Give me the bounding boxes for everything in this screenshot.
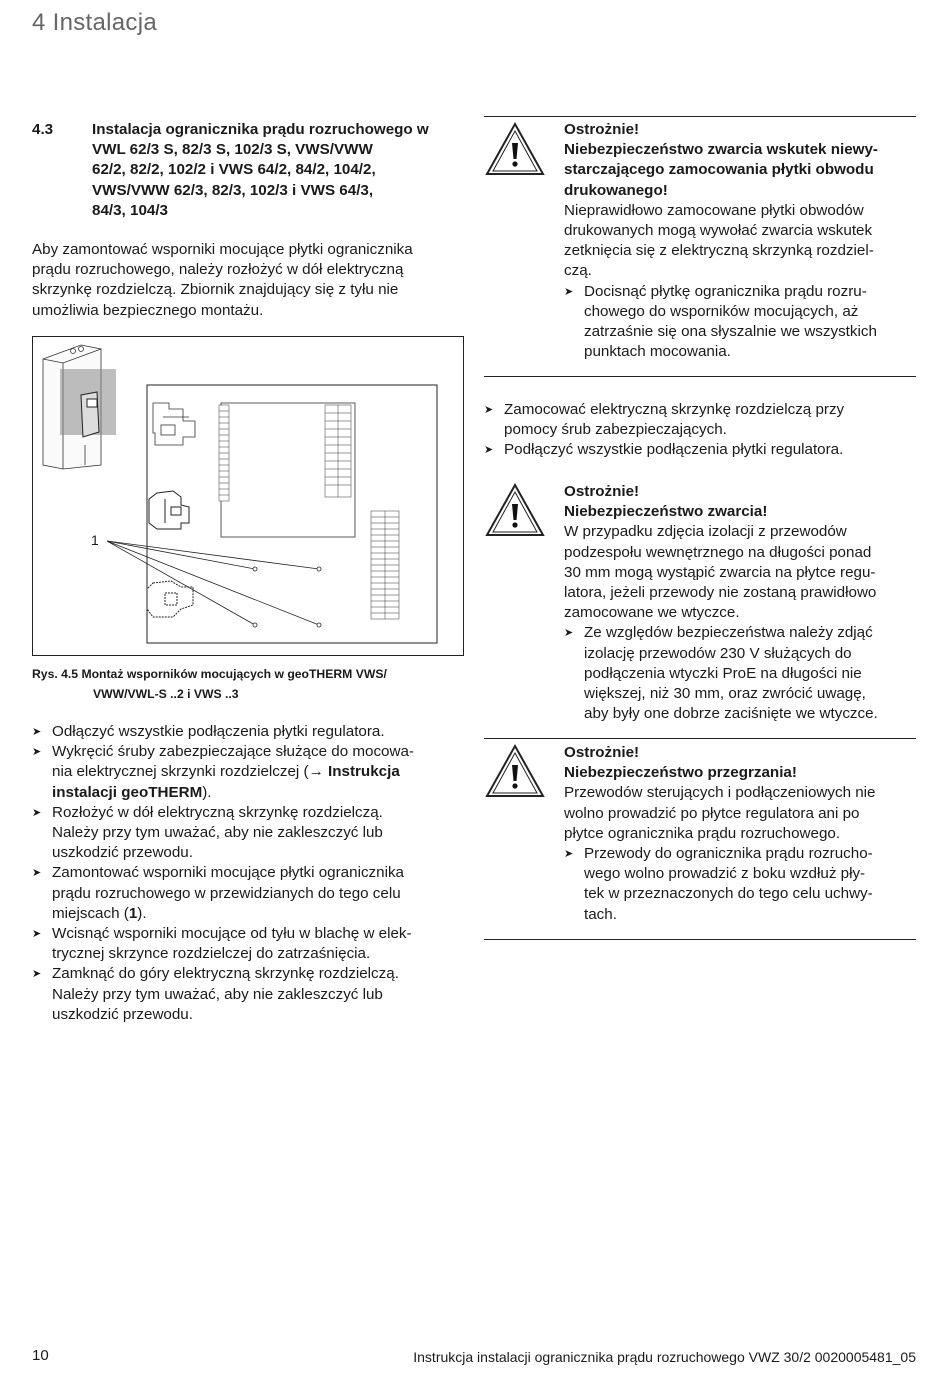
intro-line: skrzynkę rozdzielczą. Zbiornik znajdujący się z tyłu nie xyxy=(32,281,399,299)
bullet-arrow-icon: ➤ xyxy=(564,848,574,861)
warning-triangle-icon xyxy=(484,121,546,177)
mounting-bracket xyxy=(147,581,193,617)
list-item: ➤ Docisnąć płytkę ogranicznika prądu rozru- chowego do wsporników mocujących, aż zatrzaśnie się ona słyszalnie we wszystkich punktach mocowania. xyxy=(564,282,877,361)
intro-paragraph xyxy=(32,240,472,321)
terminal-strip xyxy=(371,511,399,619)
bullet-arrow-icon: ➤ xyxy=(484,404,494,416)
intro-line: umożliwia bezpiecznego montażu. xyxy=(32,301,264,319)
bullet-arrow-icon: ➤ xyxy=(32,928,42,941)
figure-4-5 xyxy=(32,336,464,656)
bullet-arrow-icon: ➤ xyxy=(484,444,494,457)
section-title-line: 84/3, 104/3 xyxy=(92,201,169,219)
bullet-arrow-icon: ➤ xyxy=(32,806,42,819)
list-item: ➤ Podłączyć wszystkie podłączenia płytki regulatora. xyxy=(484,440,916,460)
caption-line: VWW/VWL-S ..2 i VWS ..3 xyxy=(93,687,239,701)
document-reference: Instrukcja instalacji ogranicznika prądu rozruchowego VWZ 30/2 0020005481_05 xyxy=(413,1349,916,1365)
section-title xyxy=(92,120,470,221)
bullet-arrow-icon: ➤ xyxy=(32,968,42,981)
list-item: ➤ Przewody do ogranicznika prądu rozrucho- wego wolno prowadzić z boku wzdłuż pły- tek w przeznaczonych do tego celu uchwy- tach. xyxy=(564,845,873,923)
pcb-right-terminals xyxy=(325,405,351,497)
section-title-line: Instalacja ogranicznika prądu rozruchowego w xyxy=(92,121,429,138)
pcb-left-terminals xyxy=(219,405,229,501)
callout-label-1: 1 xyxy=(91,532,99,548)
section-number: 4.3 xyxy=(32,121,54,138)
caution-box: Ostrożnie! Niebezpieczeństwo zwarcia! W przypadku zdjęcia izolacji z przewodów podzespołu wewnętrznego na długości ponad 30 mm mogą wystąpić zwarcia na płytce regu- latora, jeżeli przewody nie zostaną prawidłowo zamocowane we wtyczce. ➤ Ze względów bezpieczeństwa należy zdjąć izolację przewodów 230 V służących do podłączenia wtyczki ProE na długości nie większej, niż 30 mm, oraz zwrócić uwagę, aby były one dobrze zaciśnięte we wtyczce. xyxy=(484,482,916,739)
chapter-header: 4 Instalacja xyxy=(32,9,158,36)
bullet-arrow-icon: ➤ xyxy=(564,285,574,298)
caution-title: Ostrożnie! xyxy=(564,744,640,761)
list-item: ➤ Rozłożyć w dół elektryczną skrzynkę rozdzielczą. Należy przy tym uważać, aby nie zakleszczyć lub uszkodzić przewodu. xyxy=(32,803,383,862)
bullet-arrow-icon: ➤ xyxy=(564,627,574,640)
list-item: ➤ Zamknąć do góry elektryczną skrzynkę rozdzielczą. Należy przy tym uważać, aby nie zakleszczyć lub uszkodzić przewodu. xyxy=(32,965,399,1023)
section-title-line: VWL 62/3 S, 82/3 S, 102/3 S, VWS/VWW xyxy=(92,141,373,159)
reference-arrow-icon: → xyxy=(308,763,324,781)
intro-line: Aby zamontować wsporniki mocujące płytki ogranicznika xyxy=(32,241,413,258)
caution-title: Ostrożnie! xyxy=(564,121,640,138)
bullet-arrow-icon: ➤ xyxy=(32,867,42,880)
figure-caption xyxy=(32,664,472,704)
step-list xyxy=(484,400,916,461)
caution-box: Ostrożnie! Niebezpieczeństwo przegrzania! Przewodów sterujących i podłączeniowych nie wolno prowadzić po płytce regulatora ani po płytce ogranicznika prądu rozruchowego. ➤ Przewody do ogranicznika prądu rozrucho- wego wolno prowadzić z boku wzdłuż pły- tek w przeznaczonych do tego celu uchwy- tach. xyxy=(484,743,916,940)
figure-reference: 1 xyxy=(128,904,138,922)
reference-link: instalacji geoTHERM xyxy=(52,783,203,801)
list-item: ➤ Wcisnąć wsporniki mocujące od tyłu w blachę w elek- trycznej skrzynce rozdzielczej do zatrzaśnięcia. xyxy=(32,925,412,963)
mounting-bracket xyxy=(153,403,195,445)
list-item: ➤ Odłączyć wszystkie podłączenia płytki regulatora. xyxy=(32,722,472,742)
list-item: ➤ Zamontować wsporniki mocujące płytki ogranicznika prądu rozruchowego w przewidzianych do tego celu miejscach (1). xyxy=(32,864,404,922)
caution-title: Ostrożnie! xyxy=(564,483,640,500)
section-title-line: VWS/VWW 62/3, 82/3, 102/3 i VWS 64/3, xyxy=(92,181,374,199)
mounting-diagram xyxy=(33,337,463,655)
intro-line: prądu rozruchowego, należy rozłożyć w dół elektryczną xyxy=(32,261,404,279)
list-item: ➤ Zamocować elektryczną skrzynkę rozdzielczą przy pomocy śrub zabezpieczających. xyxy=(484,401,845,439)
section-title-line: 62/2, 82/2, 102/2 i VWS 64/2, 84/2, 104/2, xyxy=(92,161,376,179)
page-number: 10 xyxy=(32,1347,49,1364)
warning-triangle-icon xyxy=(484,743,546,799)
list-item: ➤ Ze względów bezpieczeństwa należy zdjąć izolację przewodów 230 V służących do podłączenia wtyczki ProE na długości nie większej, niż 30 mm, oraz zwrócić uwagę, aby były one dobrze zaciśnięte we wtyczce. xyxy=(564,624,878,723)
step-list xyxy=(32,722,472,1025)
mounting-bracket xyxy=(149,491,189,529)
bullet-arrow-icon: ➤ xyxy=(32,726,42,738)
warning-triangle-icon xyxy=(484,482,546,538)
callout-leaders xyxy=(107,541,319,625)
list-item: ➤ Wykręcić śruby zabezpieczające służące do mocowa- nia elektrycznej skrzynki rozdzielczej (→ Instrukcja instalacji geoTHERM). xyxy=(32,743,414,801)
reference-link: Instrukcja xyxy=(328,763,400,781)
bullet-arrow-icon: ➤ xyxy=(32,746,42,759)
caution-box: Ostrożnie! Niebezpieczeństwo zwarcia wskutek niewy- starczającego zamocowania płytki obwodu drukowanego! Nieprawidłowo zamocowane płytki obwodów drukowanych mogą wywołać zwarcia wskutek zetknięcia się z elektryczną skrzynką rozdziel- czą. ➤ Docisnąć płytkę ogranicznika prądu rozru- chowego do wsporników mocujących, aż zatrzaśnie się ona słyszalnie we wszystkich punktach mocowania. xyxy=(484,116,916,377)
caption-line: Rys. 4.5 Montaż wsporników mocujących w geoTHERM VWS/ xyxy=(32,667,387,681)
